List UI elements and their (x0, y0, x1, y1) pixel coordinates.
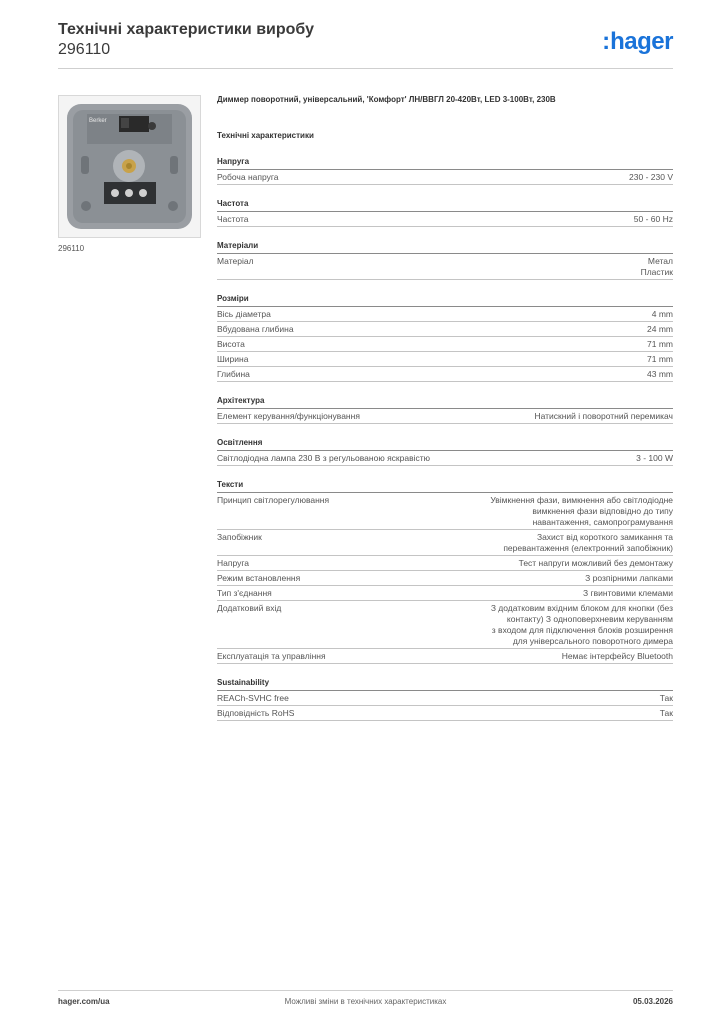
spec-label: Вбудована глибина (217, 324, 294, 334)
spec-row (217, 556, 673, 571)
device-brand-label: Berker (89, 118, 107, 124)
spec-row (217, 493, 673, 530)
spec-section (217, 157, 673, 185)
spec-section (217, 241, 673, 280)
spec-section-title: Sustainability (217, 678, 673, 691)
spec-value: Метал Пластик (640, 256, 673, 277)
spec-label: Глибина (217, 369, 250, 379)
spec-label: Частота (217, 214, 249, 224)
spec-row (217, 451, 673, 466)
dimmer-illustration (59, 96, 200, 237)
footer-date: 05.03.2026 (632, 997, 673, 1006)
spec-value: 230 - 230 V (629, 172, 673, 182)
spec-label: Відповідність RoHS (217, 708, 295, 718)
spec-label: Вісь діаметра (217, 309, 271, 319)
spec-section (217, 294, 673, 382)
spec-label: Запобіжник (217, 532, 262, 542)
spec-label: REACh-SVHC free (217, 693, 289, 703)
spec-value: Так (659, 708, 673, 718)
spec-row (217, 170, 673, 185)
spec-label: Світлодіодна лампа 230 В з регульованою яскравістю (217, 453, 431, 463)
spec-section-title: Напруга (217, 157, 673, 170)
spec-row (217, 601, 673, 649)
spec-value: 50 - 60 Hz (633, 214, 673, 224)
spec-label: Елемент керування/функціонування (217, 411, 360, 421)
spec-section (217, 480, 673, 664)
document-number: 296110 (58, 41, 111, 58)
spec-value: Тест напруги можливий без демонтажу (518, 558, 673, 568)
spec-value: 71 mm (647, 354, 673, 364)
footer-disclaimer: Можливі зміни в технічних характеристиках (284, 997, 447, 1006)
spec-section-title: Архітектура (217, 396, 673, 409)
spec-label: Висота (217, 339, 245, 349)
spec-value: 43 mm (647, 369, 673, 379)
product-image (58, 95, 201, 238)
spec-section-title: Частота (217, 199, 673, 212)
spec-row (217, 322, 673, 337)
spec-value: Так (659, 693, 673, 703)
spec-row (217, 409, 673, 424)
spec-label: Ширина (217, 354, 249, 364)
header-divider (58, 68, 673, 69)
spec-value: З додатковим вхідним блоком для кнопки (без контакту) З одноповерхневим керуванням з входом для підключення блоків розширення для універсального поворотного димера (490, 603, 673, 646)
spec-row (217, 706, 673, 721)
footer-website: hager.com/ua (58, 997, 110, 1006)
spec-value: Немає інтерфейсу Bluetooth (561, 651, 673, 661)
spec-row (217, 586, 673, 601)
footer-divider (58, 990, 673, 991)
specifications-content (217, 95, 673, 721)
spec-value: Захист від короткого замикання та перевантаження (електронний запобіжник) (503, 532, 673, 553)
spec-section (217, 438, 673, 466)
spec-row (217, 307, 673, 322)
spec-label: Напруга (217, 558, 249, 568)
spec-value: З розпірними лапками (585, 573, 673, 583)
spec-label: Матеріал (217, 256, 254, 266)
spec-label: Додатковий вхід (217, 603, 282, 613)
spec-value: 4 mm (651, 309, 673, 319)
spec-label: Робоча напруга (217, 172, 279, 182)
spec-row (217, 337, 673, 352)
spec-label: Тип з'єднання (217, 588, 272, 598)
spec-section-title: Освітлення (217, 438, 673, 451)
product-description: Диммер поворотний, універсальний, 'Комфорт' ЛН/ВВГЛ 20-420Вт, LED 3-100Вт, 230В (217, 95, 556, 104)
spec-section (217, 678, 673, 721)
spec-section (217, 396, 673, 424)
spec-row (217, 530, 673, 556)
spec-value: 71 mm (647, 339, 673, 349)
page-header (58, 20, 673, 70)
hager-logo: :hager (602, 28, 673, 55)
spec-row (217, 691, 673, 706)
spec-value: Натискний і поворотний перемикач (534, 411, 673, 421)
spec-row (217, 649, 673, 664)
spec-section (217, 199, 673, 227)
spec-label: Режим встановлення (217, 573, 301, 583)
spec-row (217, 254, 673, 280)
spec-row (217, 352, 673, 367)
spec-section-title: Матеріали (217, 241, 673, 254)
spec-section-title: Тексти (217, 480, 673, 493)
spec-row (217, 367, 673, 382)
spec-value: 3 - 100 W (636, 453, 673, 463)
spec-value: Увімкнення фази, вимкнення або світлодіодне вимкнення фази відповідно до типу навантаження, самопрограмування (490, 495, 673, 527)
specification-sections (217, 157, 673, 721)
spec-label: Принцип світлорегулювання (217, 495, 330, 505)
page-title: Технічні характеристики виробу (58, 21, 314, 38)
spec-row (217, 571, 673, 586)
spec-section-title: Розміри (217, 294, 673, 307)
spec-value: 24 mm (647, 324, 673, 334)
spec-row (217, 212, 673, 227)
spec-value: З гвинтовими клемами (583, 588, 673, 598)
specifications-heading: Технічні характеристики (217, 131, 314, 140)
spec-label: Експлуатація та управління (217, 651, 326, 661)
image-caption: 296110 (58, 244, 85, 253)
